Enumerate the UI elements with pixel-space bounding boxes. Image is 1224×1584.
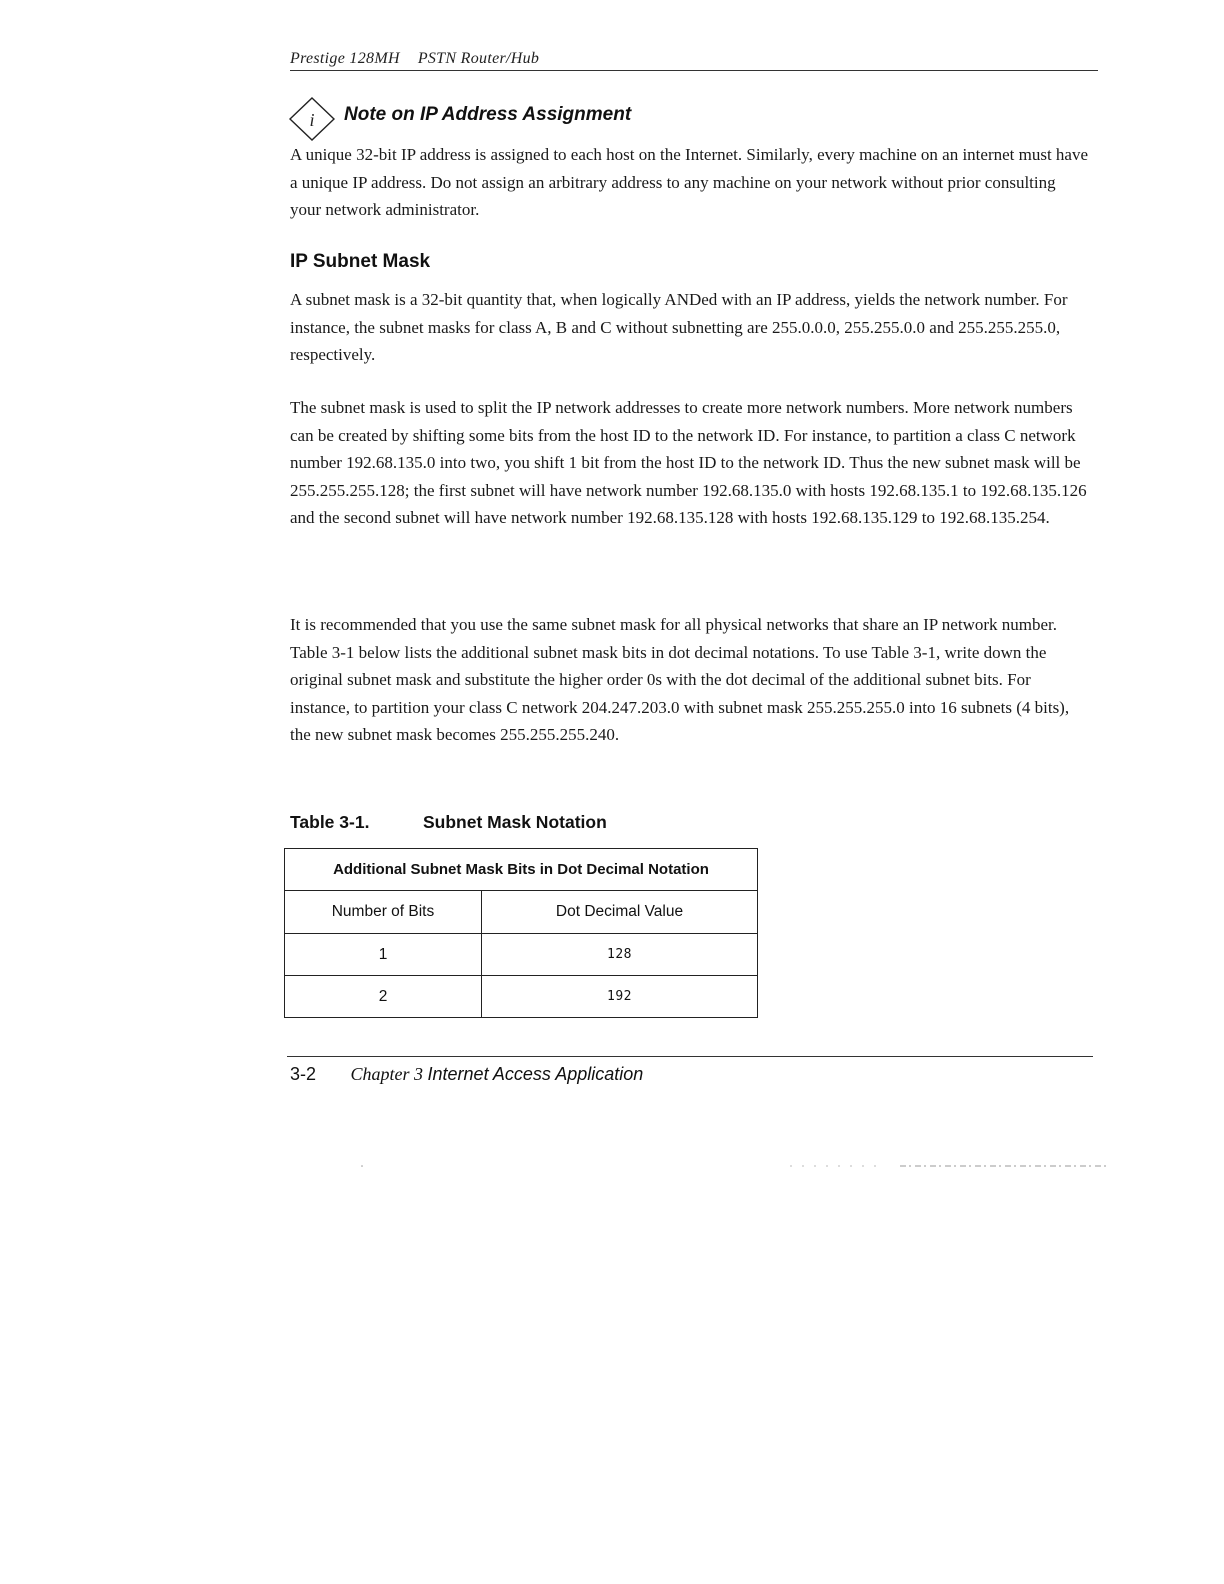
note-heading [288, 96, 631, 142]
note-title: Note on IP Address Assignment [344, 104, 632, 125]
footer-rule [287, 1056, 1093, 1057]
table-span-header-row [285, 849, 758, 891]
table-header-row [285, 891, 758, 934]
table-caption [290, 812, 607, 833]
section-title: IP Subnet Mask [290, 251, 431, 272]
table-row [285, 976, 758, 1018]
column-header-bits: Number of Bits [285, 891, 482, 934]
table-span-header: Additional Subnet Mask Bits in Dot Decimal Notation [285, 849, 758, 891]
table-number: Table 3-1. [290, 812, 370, 832]
cell-value: 192 [482, 976, 758, 1018]
paragraph-subnet-splitting: The subnet mask is used to split the IP network addresses to create more network numbers. More network numbers can be created by shifting some bits from the host ID to the network ID. For instance, to partition a class C network number 192.68.135.0 into two, you shift 1 bit from the host ID to the network ID. Thus the new subnet mask will be 255.255.255.128; the first subnet will have network number 192.68.135.0 with hosts 192.68.135.1 to 192.68.135.126 and the second subnet will have network number 192.68.135.128 with hosts 192.68.135.129 to 192.68.135.254. [290, 398, 1087, 527]
cell-bits: 2 [285, 976, 482, 1018]
paragraph-subnet-definition: A subnet mask is a 32-bit quantity that, when logically ANDed with an IP address, yields the network number. For instance, the subnet masks for class A, B and C without subnetting are 255.0.0.0, 255.255.0.0 and 255.255.255.0, respectively. [290, 290, 1068, 364]
header-product: Prestige 128MH [290, 50, 400, 67]
info-diamond-icon [288, 96, 336, 142]
cell-bits: 1 [285, 934, 482, 976]
scan-artifacts [360, 1160, 1120, 1170]
note-body: A unique 32-bit IP address is assigned to each host on the Internet. Similarly, every machine on an internet must have a unique IP address. Do not assign an arbitrary address to any machine on your network without prior consulting your network administrator. [290, 145, 1089, 219]
svg-text:i: i [309, 110, 315, 130]
column-header-value: Dot Decimal Value [482, 891, 758, 934]
page-number: 3-2 [290, 1064, 317, 1084]
header-subtitle: PSTN Router/Hub [417, 50, 540, 67]
header-rule [290, 70, 1098, 71]
table-title: Subnet Mask Notation [423, 812, 607, 832]
paragraph-subnet-recommendation: It is recommended that you use the same subnet mask for all physical networks that share an IP network number. Table 3-1 below lists the additional subnet mask bits in dot decimal notations. To use Table 3-1, write down the original subnet mask and substitute the higher order 0s with the dot decimal of the additional subnet bits. For instance, to partition your class C network 204.247.203.0 with subnet mask 255.255.255.0 into 16 subnets (4 bits), the new subnet mask becomes 255.255.255.240. [290, 615, 1070, 744]
chapter-title: Internet Access Application [427, 1064, 644, 1084]
running-footer [290, 1064, 643, 1085]
running-header [290, 50, 539, 68]
subnet-mask-table [284, 848, 758, 1018]
table-row [285, 934, 758, 976]
chapter-label: Chapter 3 [350, 1064, 424, 1084]
cell-value: 128 [482, 934, 758, 976]
